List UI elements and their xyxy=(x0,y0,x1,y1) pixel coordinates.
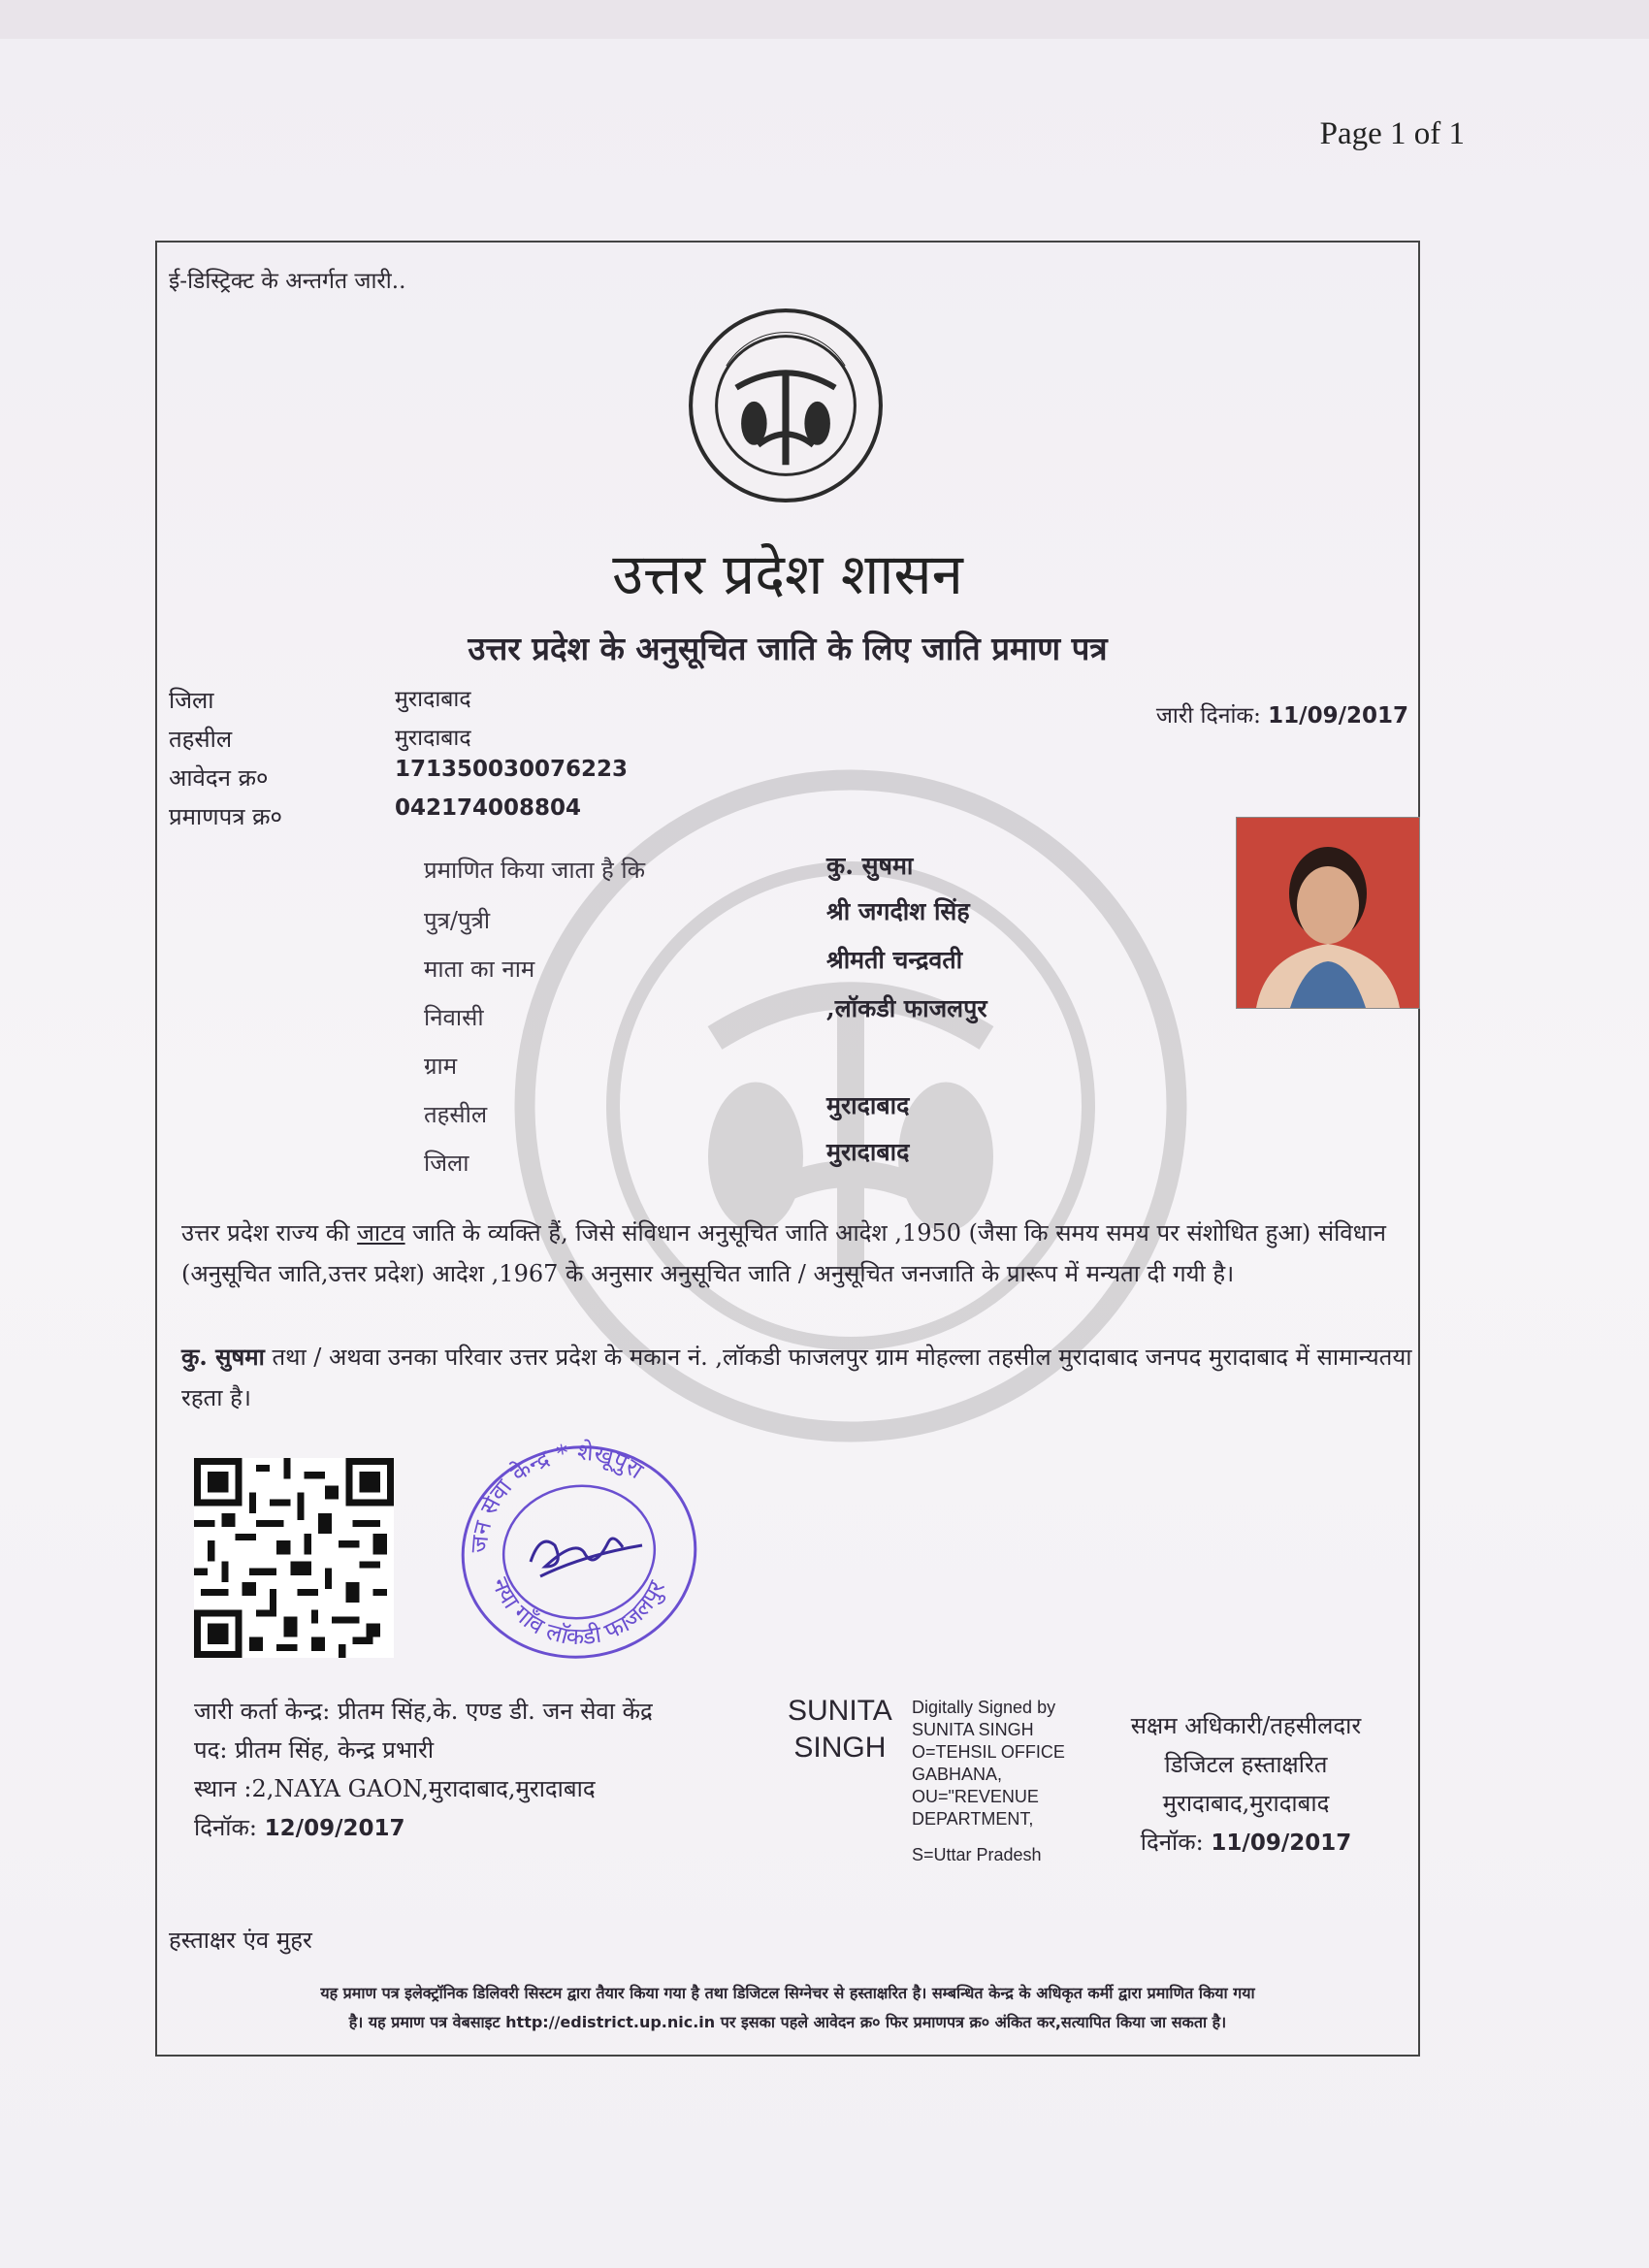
page-indicator: Page 1 of 1 xyxy=(1319,116,1465,151)
application-no-value: 171350030076223 xyxy=(395,757,629,782)
certified-label: प्रमाणित किया जाता है कि xyxy=(424,857,646,884)
resident-value: ,लॉकडी फाजलपुर xyxy=(826,994,987,1022)
cert-tehsil-label: तहसील xyxy=(424,1101,488,1128)
certificate-no-value: 042174008804 xyxy=(395,795,582,821)
certificate-frame xyxy=(155,241,1420,2057)
child-of-value: श्री जगदीश सिंह xyxy=(826,897,970,925)
residence-paragraph-body: तथा / अथवा उनका परिवार उत्तर प्रदेश के मकान नं. ,लॉकडी फाजलपुर ग्राम मोहल्ला तहसील मुरादाबाद जनपद मुरादाबाद में सामान्यतया रहता है। xyxy=(181,1344,1412,1411)
applicant-portrait-icon xyxy=(1237,818,1419,1008)
footer-note xyxy=(167,1979,1408,2037)
authority-date xyxy=(1079,1826,1413,1858)
cert-tehsil-value: मुरादाबाद xyxy=(826,1091,910,1119)
tehsil-label: तहसील xyxy=(169,726,233,753)
caste-name: जाटव xyxy=(357,1219,405,1247)
sign-and-seal-label: हस्ताक्षर एंव मुहर xyxy=(169,1927,312,1954)
document-sheet xyxy=(0,39,1649,2268)
certified-value: कु. सुषमा xyxy=(826,852,914,880)
issuer-date-value: 12/09/2017 xyxy=(264,1816,405,1841)
digital-signer-name-line2: SINGH xyxy=(793,1732,887,1764)
residence-paragraph xyxy=(181,1337,1413,1418)
document-heading: उत्तर प्रदेश शासन xyxy=(612,541,963,607)
digital-signature-detail-1: Digitally Signed by xyxy=(912,1698,1056,1717)
mother-label: माता का नाम xyxy=(424,956,535,983)
stamp-text-top: जन सेवा केन्द्र * शेखूपुरा xyxy=(465,1438,649,1554)
authority-place: मुरादाबाद,मुरादाबाद xyxy=(1162,1790,1330,1817)
digital-signature-detail xyxy=(912,1697,1065,1866)
qr-code-icon xyxy=(194,1458,394,1658)
digital-signer-name xyxy=(788,1693,892,1766)
resident-label: निवासी xyxy=(424,1004,484,1031)
caste-paragraph-body: जाति के व्यक्ति हैं, जिसे संविधान अनुसूचित जाति आदेश ,1950 (जैसा कि समय समय पर संशोधित हुआ) संविधान (अनुसूचित जाति,उत्तर प्रदेश) आदेश ,1967 के अनुसार अनुसूचित जाति / अनुसूचित जनजाति के प्रारूप में मन्यता दी गयी है। xyxy=(181,1219,1386,1287)
digital-signature-block xyxy=(788,1693,1098,1887)
authority-title: सक्षम अधिकारी/तहसीलदार xyxy=(1130,1712,1362,1739)
tehsil-value: मुरादाबाद xyxy=(395,726,471,751)
caste-paragraph xyxy=(181,1213,1413,1294)
issuer-date xyxy=(194,1811,404,1843)
issued-under-text: ई-डिस्ट्रिक्ट के अन्तर्गत जारी.. xyxy=(169,269,406,294)
up-government-emblem-icon xyxy=(687,307,885,504)
mother-value: श्रीमती चन्द्रवती xyxy=(826,946,963,974)
child-of-label: पुत्र/पुत्री xyxy=(424,907,491,934)
digital-signature-detail-3: O=TEHSIL OFFICE xyxy=(912,1742,1065,1762)
footer-note-line2: है। यह प्रमाण पत्र वेबसाइट http://edistrict.up.nic.in पर इसका पहले आवेदन क्र० फिर प्रमाणपत्र क्र० अंकित कर,सत्यापित किया जा सकता है। xyxy=(348,2013,1227,2031)
authority-date-label: दिनॉक: xyxy=(1140,1829,1204,1856)
caste-paragraph-intro: उत्तर प्रदेश राज्य की xyxy=(181,1219,358,1247)
digital-signature-detail-6: DEPARTMENT, xyxy=(912,1809,1034,1829)
footer-note-line1: यह प्रमाण पत्र इलेक्ट्रॉनिक डिलिवरी सिस्टम द्वारा तैयार किया गया है तथा डिजिटल सिग्नेचर से हस्ताक्षरित है। सम्बन्धित केन्द्र के अधिकृत कर्मी द्वारा प्रमाणित किया गया xyxy=(320,1984,1255,2002)
district-value: मुरादाबाद xyxy=(395,687,471,712)
cert-district-value: मुरादाबाद xyxy=(826,1138,910,1166)
svg-text:नया गाँव लॉकडी फाजलपुर xyxy=(485,1552,678,1663)
district-label: जिला xyxy=(169,687,214,714)
issue-date-label: जारी दिनांक: xyxy=(1155,703,1261,729)
document-subheading: उत्तर प्रदेश के अनुसूचित जाति के लिए जाति प्रमाण पत्र xyxy=(468,630,1108,667)
digital-signature-detail-7: S=Uttar Pradesh xyxy=(912,1845,1042,1864)
cert-district-label: जिला xyxy=(424,1150,469,1177)
issue-date-value: 11/09/2017 xyxy=(1268,703,1408,729)
residence-paragraph-name: कु. सुषमा xyxy=(181,1343,265,1371)
digital-signature-detail-2: SUNITA SINGH xyxy=(912,1720,1034,1739)
jan-seva-kendra-stamp-icon xyxy=(448,1431,710,1673)
issuer-place: स्थान :2,NAYA GAON,मुरादाबाद,मुरादाबाद xyxy=(194,1775,596,1802)
application-no-label: आवेदन क्र० xyxy=(169,764,269,792)
issue-date xyxy=(1156,698,1408,729)
authority-date-value: 11/09/2017 xyxy=(1211,1831,1352,1856)
stamp-text-bottom: नया गाँव लॉकडी फाजलपुर xyxy=(486,1573,671,1651)
digital-signature-detail-4: GABHANA, xyxy=(912,1765,1003,1784)
certificate-no-label: प्रमाणपत्र क्र० xyxy=(169,803,282,830)
issuer-date-label: दिनॉक: xyxy=(194,1814,258,1841)
authority-digitally-signed: डिजिटल हस्ताक्षरित xyxy=(1164,1751,1328,1778)
digital-signer-name-line1: SUNITA xyxy=(788,1695,892,1727)
digital-signature-detail-5: OU="REVENUE xyxy=(912,1787,1039,1806)
village-label: ग्राम xyxy=(424,1053,458,1080)
issuer-center: जारी कर्ता केन्द्र: प्रीतम सिंह,के. एण्ड डी. जन सेवा केंद्र xyxy=(194,1698,653,1725)
applicant-photo xyxy=(1236,817,1420,1009)
issuer-post: पद: प्रीतम सिंह, केन्द्र प्रभारी xyxy=(194,1736,435,1764)
